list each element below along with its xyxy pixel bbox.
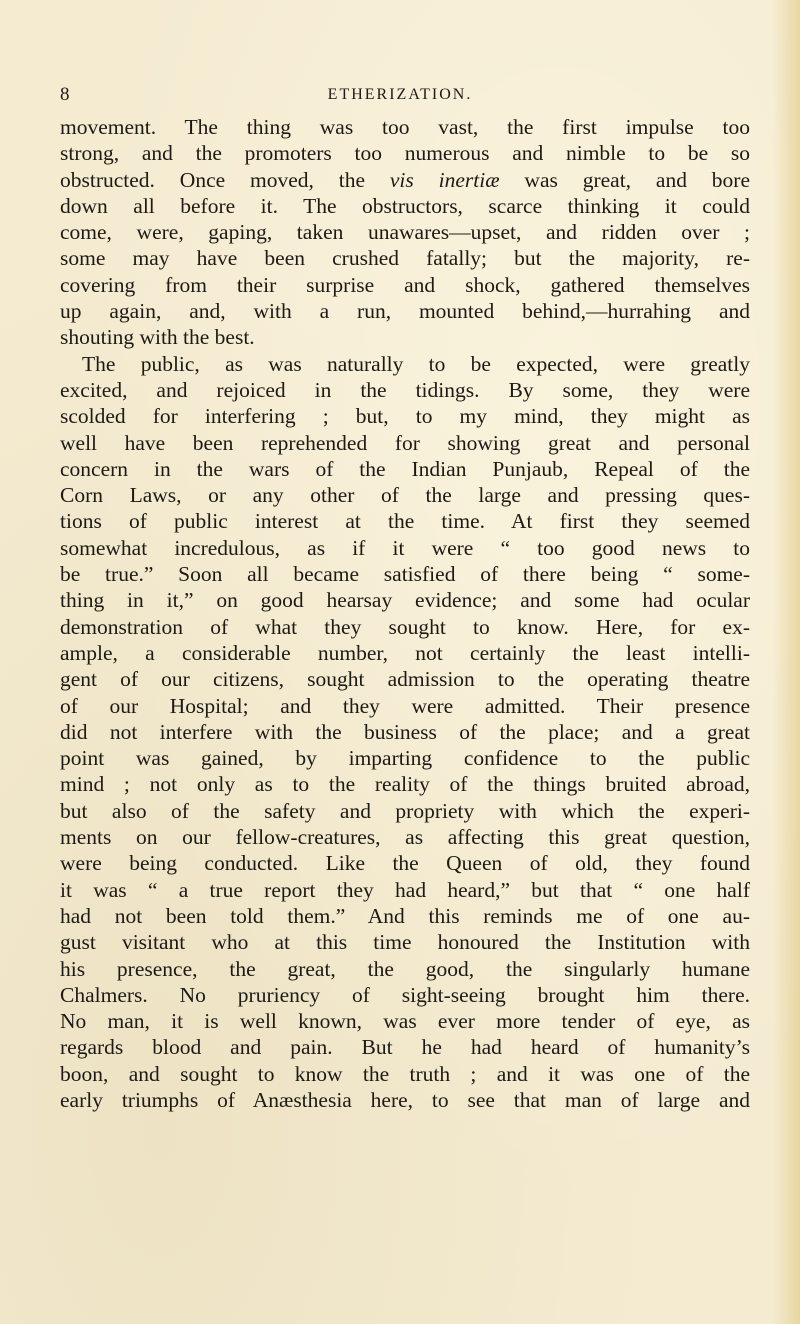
text-line: The public, as was naturally to be expected, were greatly: [82, 351, 750, 376]
text-line: movement. The thing was too vast, the first impulse too: [60, 115, 750, 139]
text-line: excited, and rejoiced in the tidings. By some, they were: [60, 377, 750, 402]
page-edge-shadow: [772, 0, 800, 1324]
text-line: well have been reprehended for showing great and personal: [60, 430, 750, 455]
text-line: covering from their surprise and shock, gathered themselves: [60, 272, 750, 297]
text-line: scolded for interfering ; but, to my mind, they might as: [60, 404, 750, 429]
text-line: point was gained, by imparting confidence to the public: [60, 746, 750, 771]
body-text: [60, 114, 750, 1113]
text-line: concern in the wars of the Indian Punjaub, Repeal of the: [60, 456, 750, 481]
text-line: it was “ a true report they had heard,” but that “ one half: [60, 877, 750, 902]
text-line: gust visitant who at this time honoured the Institution with: [60, 930, 750, 955]
text-line: demonstration of what they sought to know. Here, for ex-: [60, 614, 750, 639]
italic-phrase: vis inertiæ: [389, 167, 500, 192]
text-line: somewhat incredulous, as if it were “ too good news to: [60, 535, 750, 560]
text-line: [60, 167, 750, 193]
text-line: boon, and sought to know the truth ; and it was one of the: [60, 1061, 750, 1086]
text-line: of our Hospital; and they were admitted. Their presence: [60, 693, 750, 718]
text-line: come, were, gaping, taken unawares—upset, and ridden over ;: [60, 220, 750, 245]
text-line: Corn Laws, or any other of the large and pressing ques-: [60, 483, 750, 508]
text-segment: was great, and bore: [499, 167, 751, 192]
text-line: No man, it is well known, was ever more tender of eye, as: [60, 1009, 750, 1034]
text-line: up again, and, with a run, mounted behind,—hurrahing and: [60, 299, 750, 324]
text-line: ample, a considerable number, not certainly the least intelli-: [60, 640, 750, 665]
text-line: tions of public interest at the time. At first they seemed: [60, 509, 750, 534]
text-line: mind ; not only as to the reality of the things bruited abroad,: [60, 772, 750, 797]
text-line: ments on our fellow-creatures, as affecting this great question,: [60, 825, 750, 850]
text-line: regards blood and pain. But he had heard of humanity’s: [60, 1035, 750, 1060]
text-line: be true.” Soon all became satisfied of there being “ some-: [60, 562, 750, 587]
text-line: strong, and the promoters too numerous and nimble to be so: [60, 141, 750, 166]
text-line: early triumphs of Anæsthesia here, to see that man of large and: [60, 1087, 750, 1112]
text-line: were being conducted. Like the Queen of old, they found: [60, 851, 750, 876]
running-title: ETHERIZATION.: [327, 86, 473, 103]
text-line: some may have been crushed fatally; but the majority, re-: [60, 246, 750, 271]
text-line: had not been told them.” And this reminds me of one au-: [60, 903, 750, 928]
text-line: down all before it. The obstructors, scarce thinking it could: [60, 193, 750, 218]
text-line: but also of the safety and propriety with which the experi-: [60, 798, 750, 823]
text-line: Chalmers. No pruriency of sight-seeing brought him there.: [60, 982, 750, 1007]
text-line: gent of our citizens, sought admission to the operating theatre: [60, 667, 750, 692]
text-line: thing in it,” on good hearsay evidence; and some had ocular: [60, 588, 750, 613]
text-line: did not interfere with the business of the place; and a great: [60, 719, 750, 744]
text-line: his presence, the great, the good, the singularly humane: [60, 956, 750, 981]
text-segment: obstructed. Once moved, the: [60, 167, 390, 192]
page-number: 8: [60, 84, 70, 105]
text-line: shouting with the best.: [60, 325, 255, 350]
running-head: [0, 84, 800, 108]
